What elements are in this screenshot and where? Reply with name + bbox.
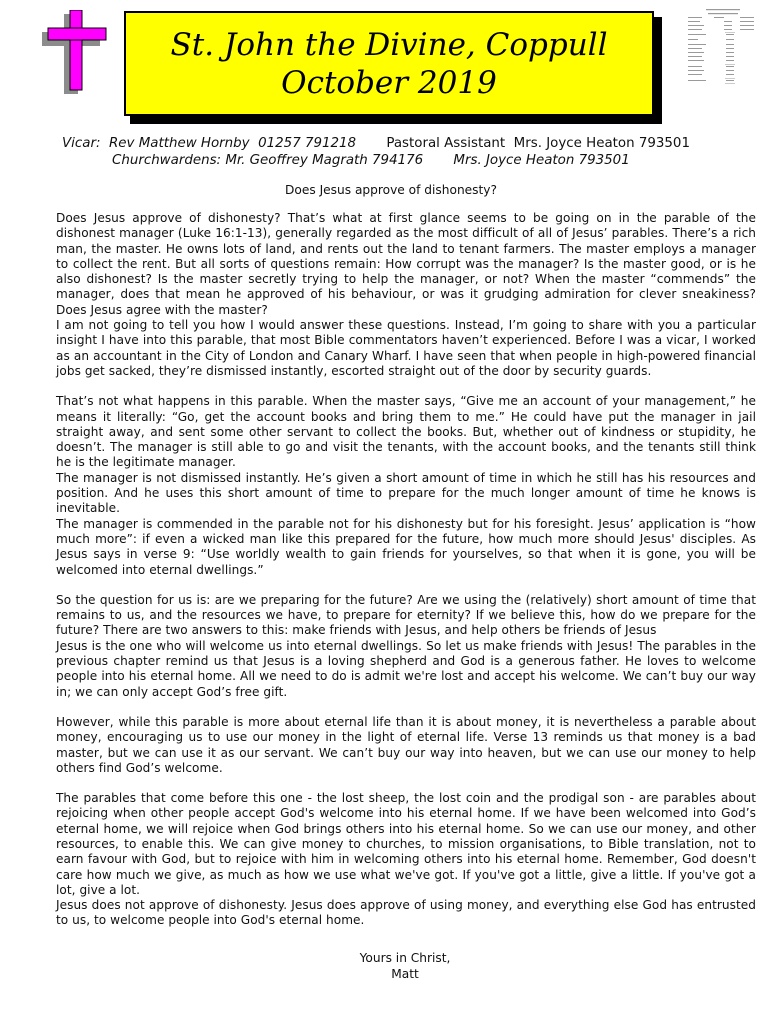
accounts-table-thumbnail xyxy=(688,8,760,88)
signoff-closing: Yours in Christ, xyxy=(359,951,451,965)
cross-icon xyxy=(38,10,114,96)
pastoral-assistant-name: Mrs. Joyce Heaton 793501 xyxy=(513,136,690,151)
staff-line-vicar xyxy=(62,135,756,152)
signoff xyxy=(0,950,770,982)
article-paragraph: I am not going to tell you how I would answer these questions. Instead, I’m going to share with you a particular insight I have into this parable, that most Bible commentators haven’t experienced. Before I was a vicar, I worked as an accountant in the City of London and Canary Wharf. I have seen that when people in high-powered financial jobs get sacked, they’re dismissed instantly, escorted straight out of the door by security guards. xyxy=(56,318,756,378)
signoff-name: Matt xyxy=(391,967,419,981)
accounts-table-graphic xyxy=(688,8,760,88)
article-paragraph: So the question for us is: are we preparing for the future? Are we using the (relatively) short amount of time that remains to us, and the resources we have, to prepare for eternity? If we believe this, how do we prepare for the future? There are two answers to this: make friends with Jesus, and help others be friends of Jesus xyxy=(56,592,756,638)
article-paragraph: Does Jesus approve of dishonesty? That’s what at first glance seems to be going on in the parable of the dishonest manager (Luke 16:1-13), generally regarded as the most difficult of all of Jesus’ parables. There’s a rich man, the master. He owns lots of land, and rents out the land to tenant farmers. The master employs a manager to collect the rent. But all sorts of questions remain: How corrupt was the manager? Is the master good, or is he also dishonest? Is the master secretly trying to help the manager, or not? When the master “commends” the manager, does that mean he approved of his behaviour, or was it grudging admiration for clever sneakiness? Does Jesus agree with the master? xyxy=(56,211,756,317)
pastoral-assistant-label: Pastoral Assistant xyxy=(386,136,506,151)
article-paragraph: The manager is commended in the parable not for his dishonesty but for his foresight. Jesus’ application is “how much more”: if even a wicked man like this prepared for the future, how much more should Jesus' disciples. As Jesus says in verse 9: “Use worldly wealth to gain friends for yourselves, so that when it is gone, you will be welcomed into eternal dwellings.” xyxy=(56,516,756,577)
staff-contacts xyxy=(56,135,756,169)
page-subtitle-date: October 2019 xyxy=(281,65,497,101)
article-paragraph: That’s not what happens in this parable. When the master says, “Give me an account of your management,” he means it literally: “Go, get the account books and bring them to me.” He could have put the manager in jail straight away, and sent some other servant to collect the books. But, whether out of kindness or stupidity, he doesn’t. The manager is still able to go and visit the tenants, with the account books, and the tenants still think he is the legitimate manager. xyxy=(56,394,756,470)
vicar-name: Rev Matthew Hornby xyxy=(108,136,250,151)
vicar-phone: 01257 791218 xyxy=(258,136,357,151)
article-paragraph: The manager is not dismissed instantly. He’s given a short amount of time in which he still has his resources and position. And he uses this short amount of time to prepare for the much longer amount of time he knows is inevitable. xyxy=(56,470,756,516)
title-banner xyxy=(124,11,654,116)
article-paragraph: Jesus is the one who will welcome us into eternal dwellings. So let us make friends with Jesus! The parables in the previous chapter remind us that Jesus is a loving shepherd and God is a generous father. He loves to welcome people into his eternal home. All we need to do is admit we're lost and accept his welcome. We can’t buy our way in; we can only accept God’s free gift. xyxy=(56,638,756,699)
article-paragraph: However, while this parable is more about eternal life than it is about money, it is nevertheless a parable about money, encouraging us to use our money in the light of eternal life. Verse 13 reminds us that money is a bad master, but we can use it as our servant. We can’t buy our way into heaven, but we can use our money to help others find God’s welcome. xyxy=(56,714,756,775)
churchwardens-label: Churchwardens: xyxy=(112,153,222,168)
page-title: St. John the Divine, Coppull xyxy=(170,27,608,63)
article-paragraph: The parables that come before this one - the lost sheep, the lost coin and the prodigal son - are parables about rejoicing when other people accept God's welcome into his eternal home. If we have been welcomed into God’s eternal home, we will rejoice when God brings others into his eternal home. So we can use our money, and other resources, to enable this. We can give money to churches, to mission organisations, to Bible translation, not to earn favour with God, but to rejoice with him in welcoming others into his eternal home. Remember, God doesn't care how much we give, as much as how we use what we've got. If you've got a little, give a little. If you've got a lot, give a lot. xyxy=(56,791,756,897)
vicar-label: Vicar: xyxy=(62,136,101,151)
staff-line-churchwardens xyxy=(112,152,756,169)
churchwarden-1: Mr. Geoffrey Magrath 794176 xyxy=(225,153,424,168)
article-paragraph: Jesus does not approve of dishonesty. Jesus does approve of using money, and everything else God has entrusted to us, to welcome people into God's eternal home. xyxy=(56,898,756,928)
article-heading: Does Jesus approve of dishonesty? xyxy=(285,183,497,197)
article-body xyxy=(56,211,756,929)
churchwarden-2: Mrs. Joyce Heaton 793501 xyxy=(453,153,630,168)
